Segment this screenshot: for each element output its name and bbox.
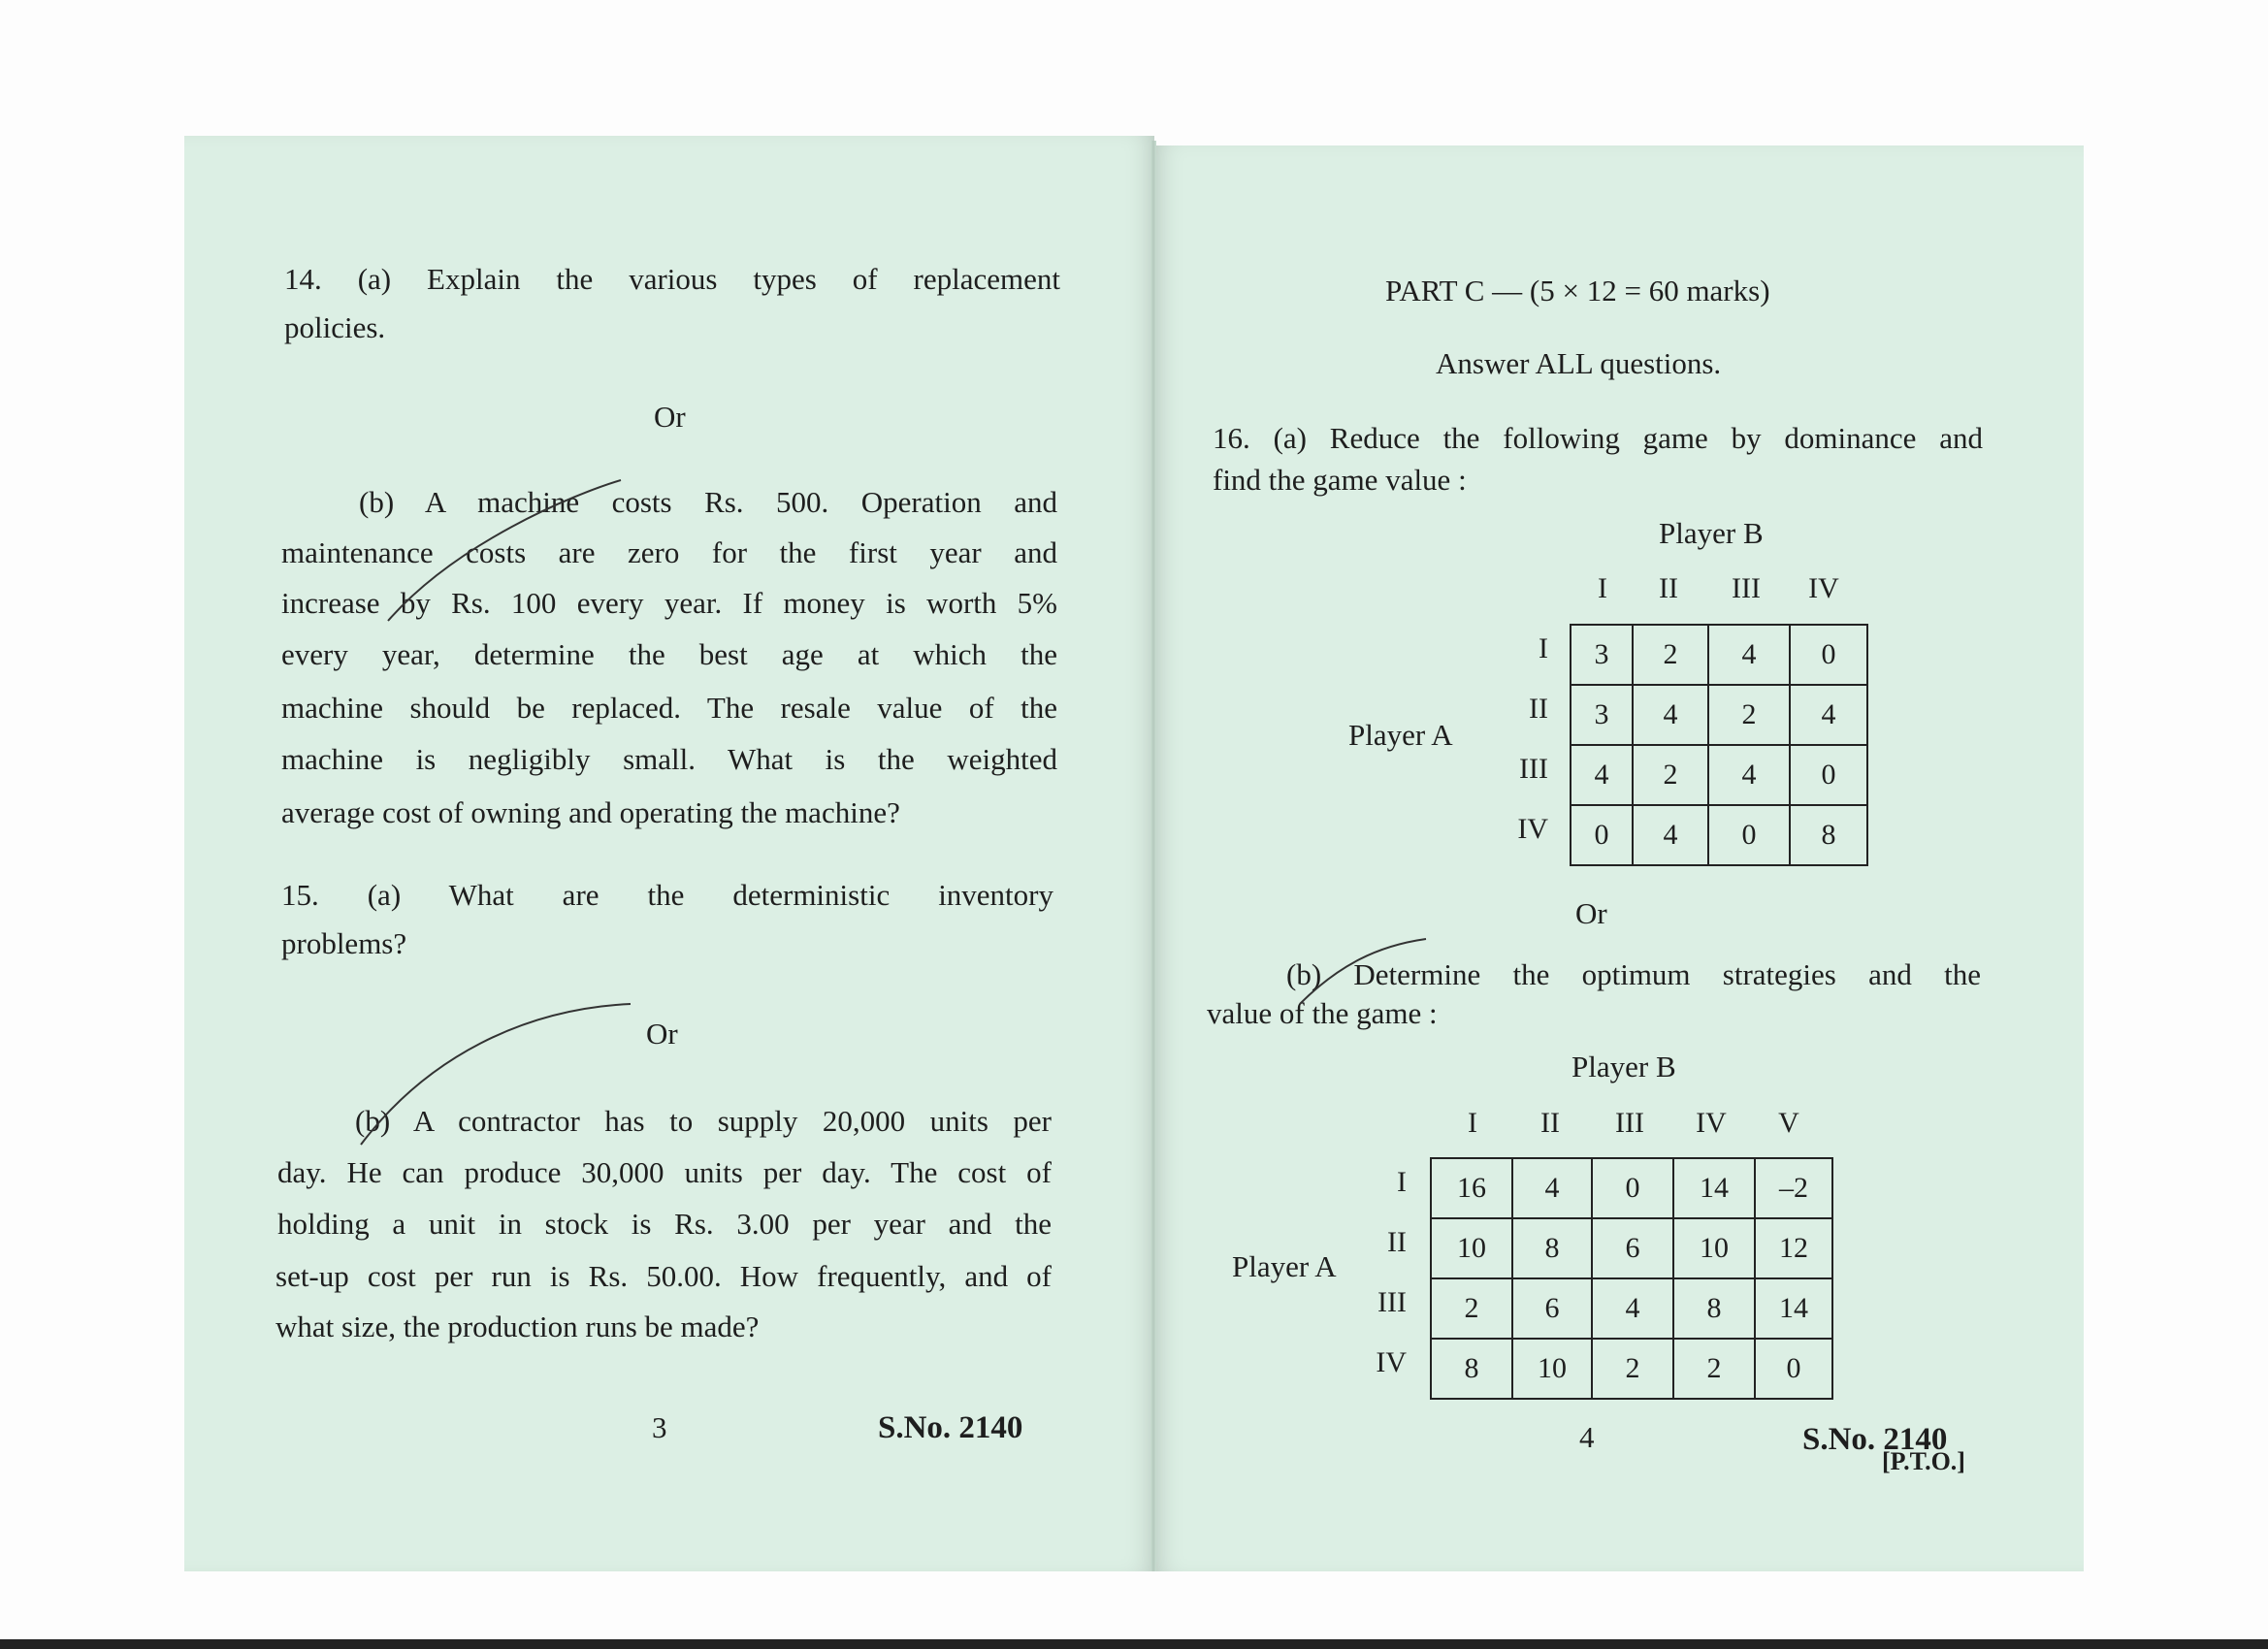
- game1-col-label: III: [1732, 572, 1761, 604]
- game2-cell: 8: [1512, 1218, 1592, 1278]
- game1-player-b: Player B: [1659, 516, 1764, 550]
- game1-cell: 4: [1708, 625, 1790, 685]
- game2-cell: 0: [1755, 1339, 1832, 1399]
- left-page: [184, 136, 1154, 1571]
- game1-cell: 4: [1633, 685, 1708, 745]
- game2-row-label: II: [1387, 1226, 1407, 1258]
- game1-cell: 8: [1790, 805, 1867, 865]
- q14b-line-3: increase by Rs. 100 every year. If money is worth 5%: [281, 586, 1057, 620]
- game2-cell: 2: [1673, 1339, 1755, 1399]
- game2-cell: 14: [1755, 1278, 1832, 1339]
- game1-cell: 4: [1790, 685, 1867, 745]
- q14b-line-2: maintenance costs are zero for the first year and: [281, 535, 1057, 569]
- game2-cell: 10: [1512, 1339, 1592, 1399]
- q14-or: Or: [654, 400, 686, 434]
- game2-cell: 2: [1431, 1278, 1512, 1339]
- q15b-line-1: (b) A contractor has to supply 20,000 units per: [355, 1104, 1052, 1138]
- game2-col-label: I: [1468, 1107, 1477, 1139]
- game1-cell: 0: [1790, 745, 1867, 805]
- q15a-line-2: problems?: [281, 926, 407, 960]
- game2-cell: 10: [1431, 1218, 1512, 1278]
- game2-cell: 10: [1673, 1218, 1755, 1278]
- game2-cell: 6: [1592, 1218, 1673, 1278]
- game2-cell: 4: [1512, 1158, 1592, 1218]
- game2-cell: 14: [1673, 1158, 1755, 1218]
- q16-or: Or: [1575, 896, 1607, 930]
- left-serial-number: S.No. 2140: [878, 1410, 1023, 1445]
- q15-or: Or: [646, 1017, 678, 1051]
- game2-cell: 16: [1431, 1158, 1512, 1218]
- q14b-line-6: machine is negligibly small. What is the weighted: [281, 742, 1057, 776]
- game2-cell: 2: [1592, 1339, 1673, 1399]
- game2-cell: 8: [1431, 1339, 1512, 1399]
- game1-cell: 0: [1790, 625, 1867, 685]
- q15b-line-4: set-up cost per run is Rs. 50.00. How frequently, and of: [275, 1259, 1052, 1293]
- pto-marker: [P.T.O.]: [1882, 1447, 1965, 1475]
- game2-player-a: Player A: [1232, 1249, 1337, 1283]
- game1-player-a: Player A: [1348, 718, 1453, 752]
- game1-cell: 4: [1571, 745, 1633, 805]
- q16a-line-2: find the game value :: [1213, 463, 1467, 497]
- center-fold: [1150, 141, 1156, 1571]
- game1-row-label: II: [1529, 693, 1548, 725]
- game1-row-label: III: [1519, 753, 1548, 785]
- part-c-heading: PART C — (5 × 12 = 60 marks): [1385, 274, 1770, 307]
- q15b-line-5: what size, the production runs be made?: [275, 1310, 760, 1343]
- game1-col-label: IV: [1808, 572, 1839, 604]
- game2-cell: 4: [1592, 1278, 1673, 1339]
- q16b-line-1: (b) Determine the optimum strategies and the: [1286, 957, 1981, 991]
- q15b-line-3: holding a unit in stock is Rs. 3.00 per year and the: [277, 1207, 1052, 1241]
- game2-row-label: III: [1377, 1286, 1407, 1318]
- game1-cell: 0: [1571, 805, 1633, 865]
- game1-cell: 2: [1708, 685, 1790, 745]
- game1-cell: 2: [1633, 625, 1708, 685]
- game2-payoff-matrix: [1430, 1157, 1833, 1400]
- game2-cell: 12: [1755, 1218, 1832, 1278]
- game1-cell: 2: [1633, 745, 1708, 805]
- q14b-line-1: (b) A machine costs Rs. 500. Operation and: [359, 485, 1057, 519]
- q14b-line-5: machine should be replaced. The resale value of the: [281, 691, 1057, 725]
- game1-cell: 0: [1708, 805, 1790, 865]
- q15b-line-2: day. He can produce 30,000 units per day. The cost of: [277, 1155, 1052, 1189]
- game2-cell: 0: [1592, 1158, 1673, 1218]
- game2-row-label: IV: [1376, 1346, 1407, 1378]
- game2-player-b: Player B: [1571, 1050, 1676, 1083]
- game1-col-label: I: [1598, 572, 1607, 604]
- game2-col-label: III: [1615, 1107, 1644, 1139]
- game1-cell: 4: [1633, 805, 1708, 865]
- q16b-line-2: value of the game :: [1207, 996, 1438, 1030]
- game1-col-label: II: [1659, 572, 1678, 604]
- right-serial-number: S.No. 2140: [1802, 1422, 1948, 1457]
- game2-cell: 6: [1512, 1278, 1592, 1339]
- q16a-line-1: 16. (a) Reduce the following game by dominance and: [1213, 421, 1983, 455]
- game1-payoff-matrix: [1570, 624, 1868, 866]
- game2-cell: –2: [1755, 1158, 1832, 1218]
- game1-cell: 3: [1571, 685, 1633, 745]
- scan-edge: [0, 1639, 2268, 1649]
- q14b-line-4: every year, determine the best age at which the: [281, 637, 1057, 671]
- game1-cell: 3: [1571, 625, 1633, 685]
- q15a-line-1: 15. (a) What are the deterministic inventory: [281, 878, 1053, 912]
- answer-all-instruction: Answer ALL questions.: [1436, 346, 1722, 380]
- q14b-line-7: average cost of owning and operating the machine?: [281, 795, 900, 829]
- game2-cell: 8: [1673, 1278, 1755, 1339]
- game2-col-label: II: [1540, 1107, 1560, 1139]
- game1-cell: 4: [1708, 745, 1790, 805]
- right-page-number: 4: [1579, 1420, 1595, 1454]
- left-page-number: 3: [652, 1410, 667, 1444]
- game1-row-label: IV: [1517, 813, 1548, 845]
- game1-row-label: I: [1539, 632, 1548, 664]
- game2-row-label: I: [1397, 1166, 1407, 1198]
- game2-col-label: IV: [1696, 1107, 1727, 1139]
- q14a-line-2: policies.: [284, 310, 386, 344]
- game2-col-label: V: [1778, 1107, 1799, 1139]
- q14a-line-1: 14. (a) Explain the various types of replacement: [284, 262, 1060, 296]
